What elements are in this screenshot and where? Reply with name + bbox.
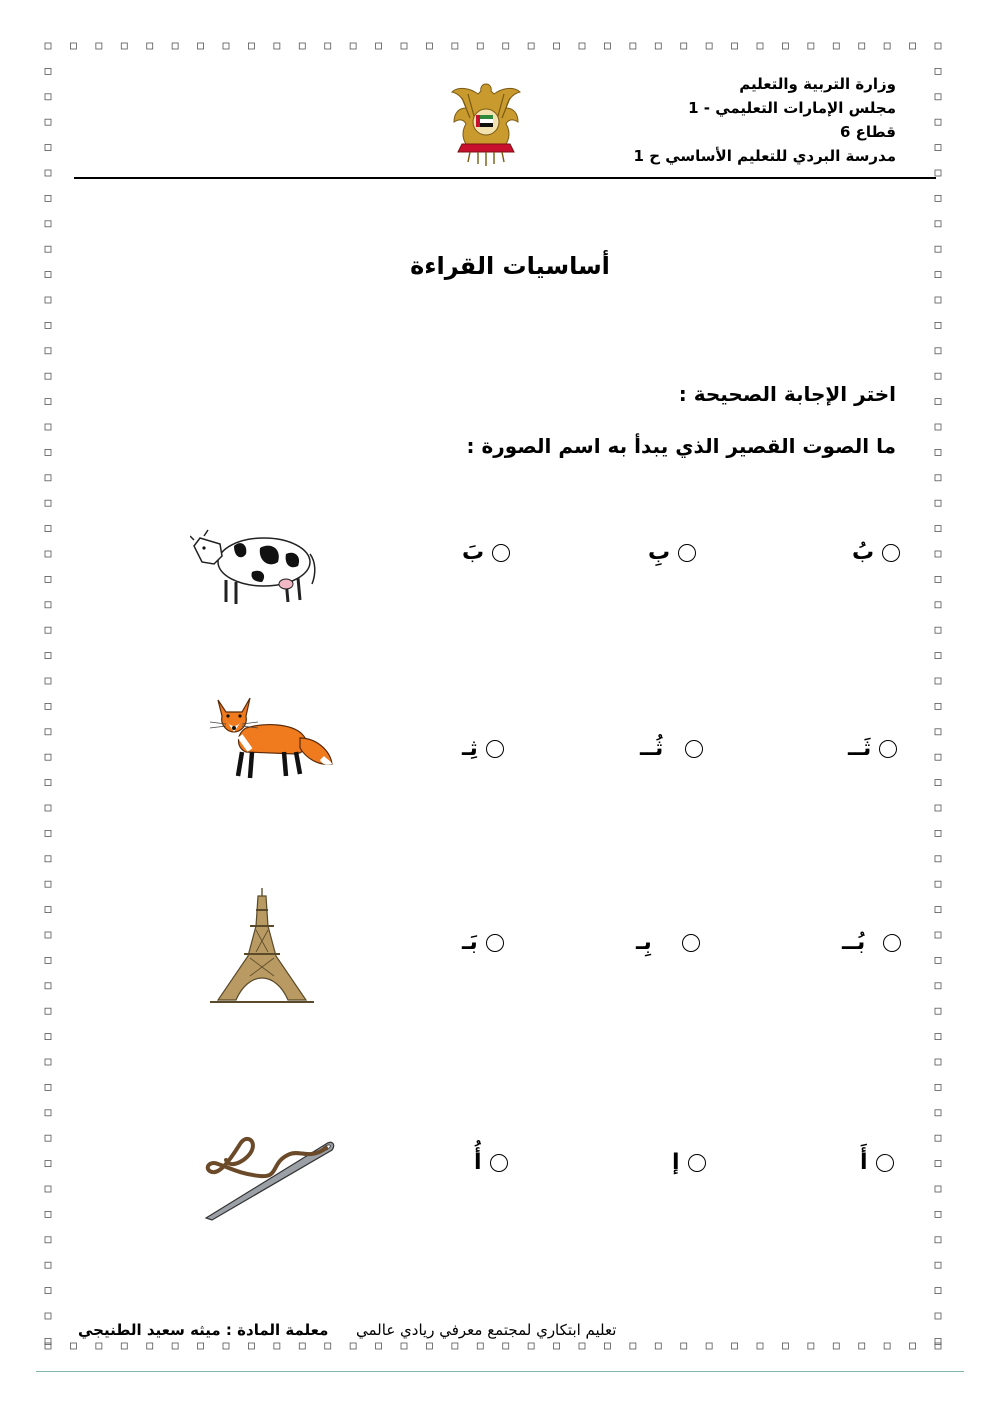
answer-option-1[interactable] [842,930,901,955]
cow-picture [190,518,320,608]
option-label: أَ [860,1150,868,1175]
council-name: مجلس الإمارات التعليمي - 1 [688,99,896,117]
radio-circle[interactable] [879,740,897,758]
sector-name: قطاع 6 [840,123,896,141]
radio-circle[interactable] [678,544,696,562]
answer-option-2[interactable] [636,930,700,955]
uae-emblem-icon [448,78,524,168]
school-name: مدرسة البردي للتعليم الأساسي ح 1 [633,147,896,165]
question-row [0,690,992,820]
radio-circle[interactable] [682,934,700,952]
radio-circle[interactable] [486,740,504,758]
answer-option-3[interactable] [462,930,504,955]
fox-picture [206,690,334,782]
instruction-question: ما الصوت القصير الذي يبدأ به اسم الصورة : [466,434,896,458]
answer-option-2[interactable] [672,1150,706,1175]
answer-option-1[interactable] [860,1150,894,1175]
radio-circle[interactable] [685,740,703,758]
option-label: بُــ [842,930,866,955]
worksheet-title: أساسيات القراءة [410,252,610,280]
eiffel-tower-picture [206,886,318,1006]
footer-teacher-name: معلمة المادة : ميثه سعيد الطنيجي [78,1321,329,1339]
question-row [0,500,992,630]
option-label: بَـ [462,930,478,955]
footer-slogan: تعليم ابتكاري لمجتمع معرفي ريادي عالمي [356,1321,617,1339]
answer-option-3[interactable] [462,736,504,761]
answer-option-3[interactable] [474,1150,508,1175]
answer-option-1[interactable] [848,736,897,761]
radio-circle[interactable] [883,934,901,952]
answer-option-2[interactable] [640,736,703,761]
option-label: ثِـ [462,736,478,761]
radio-circle[interactable] [882,544,900,562]
answer-option-3[interactable] [462,540,510,565]
radio-circle[interactable] [490,1154,508,1172]
radio-circle[interactable] [876,1154,894,1172]
bottom-rule [36,1371,964,1372]
option-label: بُ [852,540,875,565]
needle-thread-picture [200,1130,340,1222]
question-row [0,886,992,1016]
option-label: أُ [474,1150,482,1175]
radio-circle[interactable] [688,1154,706,1172]
radio-circle[interactable] [492,544,510,562]
header-divider [74,177,936,179]
question-row [0,1130,992,1260]
option-label: ثَــ [848,736,872,761]
option-label: إ [672,1150,680,1175]
instruction-choose: اختر الإجابة الصحيحة : [678,382,896,406]
option-label: ثُــ [640,736,664,761]
radio-circle[interactable] [486,934,504,952]
option-label: بَ [462,540,485,565]
option-label: بِـ [636,930,652,955]
school-header [556,72,896,168]
answer-option-1[interactable] [852,540,900,565]
answer-option-2[interactable] [648,540,696,565]
ministry-name: وزارة التربية والتعليم [739,75,896,93]
option-label: بِ [648,540,671,565]
